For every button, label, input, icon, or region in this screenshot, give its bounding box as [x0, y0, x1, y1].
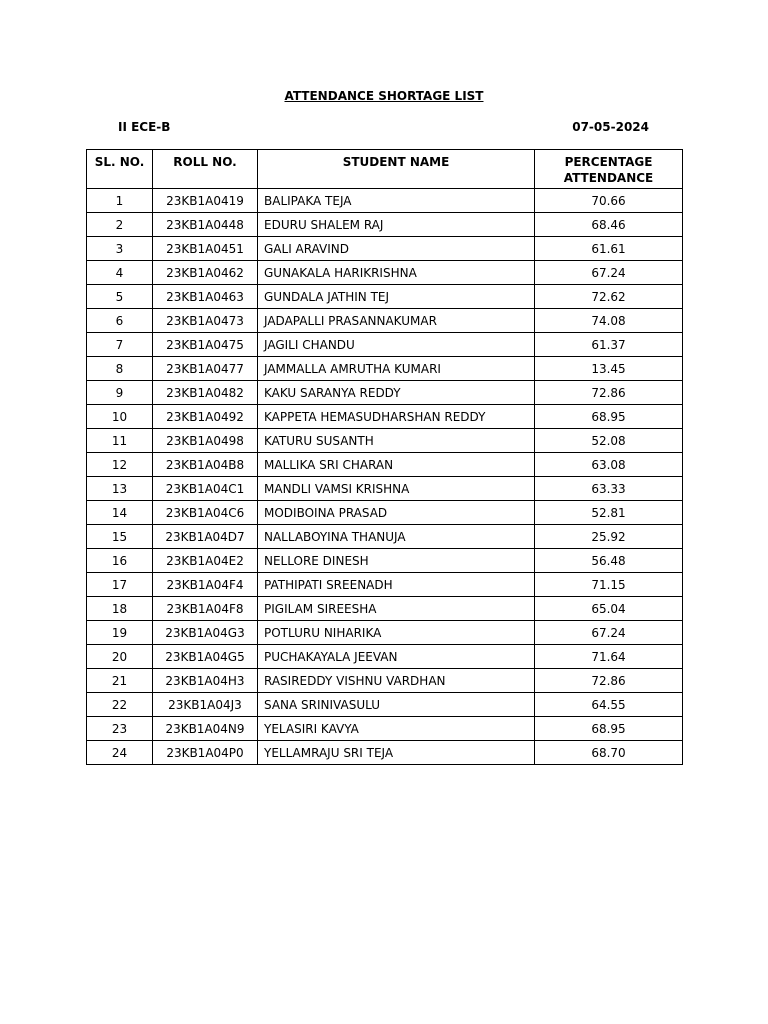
student-name-cell: JAMMALLA AMRUTHA KUMARI [258, 357, 535, 381]
sl-no-cell: 23 [87, 717, 153, 741]
student-name-cell: SANA SRINIVASULU [258, 693, 535, 717]
report-date: 07-05-2024 [572, 120, 649, 134]
percentage-cell: 64.55 [535, 693, 683, 717]
roll-no-cell: 23KB1A0448 [153, 213, 258, 237]
table-row [87, 741, 683, 765]
student-name-cell: BALIPAKA TEJA [258, 189, 535, 213]
table-row [87, 309, 683, 333]
roll-no-cell: 23KB1A0498 [153, 429, 258, 453]
student-name-cell: GUNDALA JATHIN TEJ [258, 285, 535, 309]
student-name-cell: KATURU SUSANTH [258, 429, 535, 453]
table-row [87, 549, 683, 573]
percentage-cell: 13.45 [535, 357, 683, 381]
student-name-cell: RASIREDDY VISHNU VARDHAN [258, 669, 535, 693]
sl-no-cell: 5 [87, 285, 153, 309]
percentage-cell: 65.04 [535, 597, 683, 621]
page-title: ATTENDANCE SHORTAGE LIST [284, 89, 484, 103]
header-percentage-attendance: PERCENTAGE ATTENDANCE [535, 150, 683, 189]
sl-no-cell: 13 [87, 477, 153, 501]
student-name-cell: PUCHAKAYALA JEEVAN [258, 645, 535, 669]
sl-no-cell: 16 [87, 549, 153, 573]
percentage-cell: 70.66 [535, 189, 683, 213]
table-row [87, 237, 683, 261]
student-name-cell: GUNAKALA HARIKRISHNA [258, 261, 535, 285]
sl-no-cell: 15 [87, 525, 153, 549]
table-row [87, 645, 683, 669]
percentage-cell: 61.37 [535, 333, 683, 357]
table-row [87, 429, 683, 453]
sl-no-cell: 20 [87, 645, 153, 669]
table-row [87, 477, 683, 501]
percentage-cell: 68.95 [535, 717, 683, 741]
sl-no-cell: 6 [87, 309, 153, 333]
roll-no-cell: 23KB1A0477 [153, 357, 258, 381]
table-row [87, 717, 683, 741]
roll-no-cell: 23KB1A0419 [153, 189, 258, 213]
table-row [87, 405, 683, 429]
sl-no-cell: 9 [87, 381, 153, 405]
header-sl-no: SL. NO. [87, 150, 153, 189]
sl-no-cell: 8 [87, 357, 153, 381]
student-name-cell: KAKU SARANYA REDDY [258, 381, 535, 405]
table-row [87, 597, 683, 621]
roll-no-cell: 23KB1A0462 [153, 261, 258, 285]
table-row [87, 621, 683, 645]
roll-no-cell: 23KB1A0492 [153, 405, 258, 429]
sl-no-cell: 21 [87, 669, 153, 693]
percentage-cell: 72.86 [535, 669, 683, 693]
student-name-cell: GALI ARAVIND [258, 237, 535, 261]
table-row [87, 333, 683, 357]
roll-no-cell: 23KB1A04C6 [153, 501, 258, 525]
sl-no-cell: 1 [87, 189, 153, 213]
table-body [87, 189, 683, 765]
student-name-cell: PATHIPATI SREENADH [258, 573, 535, 597]
percentage-cell: 52.08 [535, 429, 683, 453]
sl-no-cell: 4 [87, 261, 153, 285]
roll-no-cell: 23KB1A04F4 [153, 573, 258, 597]
roll-no-cell: 23KB1A04F8 [153, 597, 258, 621]
sl-no-cell: 3 [87, 237, 153, 261]
percentage-cell: 71.64 [535, 645, 683, 669]
table-row [87, 525, 683, 549]
student-name-cell: MALLIKA SRI CHARAN [258, 453, 535, 477]
roll-no-cell: 23KB1A04B8 [153, 453, 258, 477]
percentage-cell: 68.46 [535, 213, 683, 237]
student-name-cell: JAGILI CHANDU [258, 333, 535, 357]
roll-no-cell: 23KB1A04H3 [153, 669, 258, 693]
table-row [87, 573, 683, 597]
percentage-cell: 52.81 [535, 501, 683, 525]
percentage-cell: 71.15 [535, 573, 683, 597]
header-student-name: STUDENT NAME [258, 150, 535, 189]
percentage-cell: 74.08 [535, 309, 683, 333]
header-roll-no: ROLL NO. [153, 150, 258, 189]
student-name-cell: MODIBOINA PRASAD [258, 501, 535, 525]
table-header-row [87, 150, 683, 189]
percentage-cell: 67.24 [535, 261, 683, 285]
percentage-cell: 72.62 [535, 285, 683, 309]
sl-no-cell: 12 [87, 453, 153, 477]
roll-no-cell: 23KB1A04J3 [153, 693, 258, 717]
table-row [87, 285, 683, 309]
roll-no-cell: 23KB1A04G3 [153, 621, 258, 645]
percentage-cell: 68.95 [535, 405, 683, 429]
student-name-cell: POTLURU NIHARIKA [258, 621, 535, 645]
percentage-cell: 25.92 [535, 525, 683, 549]
roll-no-cell: 23KB1A0451 [153, 237, 258, 261]
roll-no-cell: 23KB1A0475 [153, 333, 258, 357]
table-row [87, 213, 683, 237]
sl-no-cell: 22 [87, 693, 153, 717]
student-name-cell: JADAPALLI PRASANNAKUMAR [258, 309, 535, 333]
sl-no-cell: 24 [87, 741, 153, 765]
roll-no-cell: 23KB1A0482 [153, 381, 258, 405]
roll-no-cell: 23KB1A0463 [153, 285, 258, 309]
percentage-cell: 67.24 [535, 621, 683, 645]
student-name-cell: PIGILAM SIREESHA [258, 597, 535, 621]
student-name-cell: NELLORE DINESH [258, 549, 535, 573]
sl-no-cell: 19 [87, 621, 153, 645]
table-row [87, 189, 683, 213]
roll-no-cell: 23KB1A04N9 [153, 717, 258, 741]
table-row [87, 501, 683, 525]
sl-no-cell: 14 [87, 501, 153, 525]
roll-no-cell: 23KB1A04E2 [153, 549, 258, 573]
table-row [87, 669, 683, 693]
roll-no-cell: 23KB1A04G5 [153, 645, 258, 669]
student-name-cell: YELASIRI KAVYA [258, 717, 535, 741]
table-row [87, 693, 683, 717]
table-row [87, 357, 683, 381]
student-name-cell: KAPPETA HEMASUDHARSHAN REDDY [258, 405, 535, 429]
attendance-table [86, 149, 683, 765]
student-name-cell: YELLAMRAJU SRI TEJA [258, 741, 535, 765]
roll-no-cell: 23KB1A04C1 [153, 477, 258, 501]
table-row [87, 261, 683, 285]
sl-no-cell: 17 [87, 573, 153, 597]
sl-no-cell: 10 [87, 405, 153, 429]
student-name-cell: MANDLI VAMSI KRISHNA [258, 477, 535, 501]
sl-no-cell: 18 [87, 597, 153, 621]
percentage-cell: 61.61 [535, 237, 683, 261]
sl-no-cell: 2 [87, 213, 153, 237]
roll-no-cell: 23KB1A0473 [153, 309, 258, 333]
student-name-cell: EDURU SHALEM RAJ [258, 213, 535, 237]
roll-no-cell: 23KB1A04D7 [153, 525, 258, 549]
percentage-cell: 72.86 [535, 381, 683, 405]
table-row [87, 381, 683, 405]
percentage-cell: 63.33 [535, 477, 683, 501]
sl-no-cell: 11 [87, 429, 153, 453]
table-row [87, 453, 683, 477]
percentage-cell: 68.70 [535, 741, 683, 765]
percentage-cell: 56.48 [535, 549, 683, 573]
roll-no-cell: 23KB1A04P0 [153, 741, 258, 765]
sl-no-cell: 7 [87, 333, 153, 357]
percentage-cell: 63.08 [535, 453, 683, 477]
student-name-cell: NALLABOYINA THANUJA [258, 525, 535, 549]
class-section-label: II ECE-B [118, 120, 171, 134]
